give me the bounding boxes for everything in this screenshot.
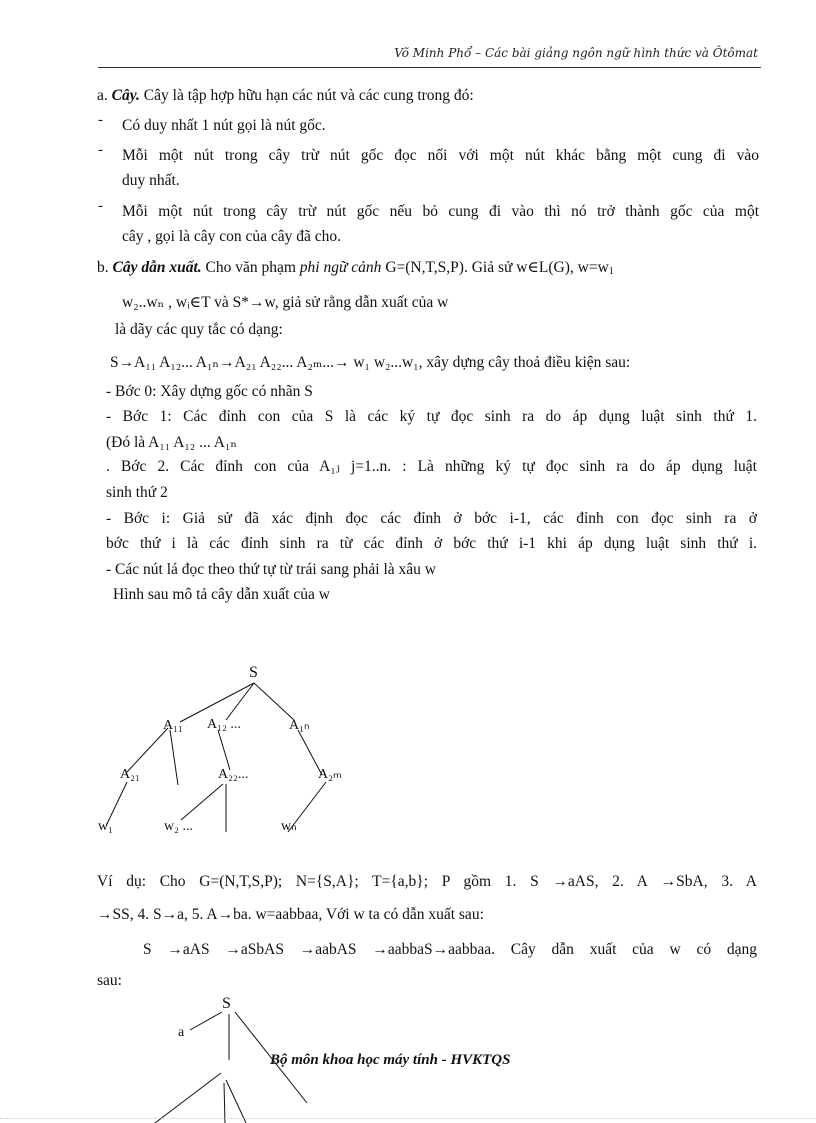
bullet-1: Có duy nhất 1 nút gọi là nút gốc. (122, 117, 326, 134)
header-rule (98, 67, 761, 68)
tree-edge (170, 730, 178, 785)
page-header: Võ Minh Phổ – Các bài giảng ngôn ngữ hình thức và Ôtômat (394, 46, 758, 60)
tree-edge (226, 683, 254, 720)
tree2-edge (224, 1083, 225, 1123)
grammar-type: phi ngữ cảnh (299, 259, 382, 276)
bullet-3-line1: Mỗi một nút trong cây trừ nút gốc nếu bỏ cung đi vào thì nó trở thành gốc của một (122, 203, 759, 220)
section-b-line2: w₂..wₙ , wᵢ∈T và S*→w, giả sử rằng dẫn xuất của w (122, 294, 449, 311)
section-a-term: Cây. (111, 87, 140, 104)
tree-leaf-w2: w₂ ... (164, 819, 193, 834)
tree2-node-root: S (222, 995, 231, 1012)
tree-edge (181, 784, 223, 820)
tree2-edge (155, 1073, 221, 1123)
tree-node-root: S (249, 664, 258, 681)
section-b-term: Cây dẫn xuất. (112, 259, 202, 276)
tree-leaf-wn: wₙ (281, 819, 297, 834)
tree-node-a1n: A₁ₙ (289, 718, 310, 733)
section-a-definition: Cây là tập hợp hữu hạn các nút và các cung trong đó: (143, 87, 474, 104)
tree-edge (127, 728, 168, 772)
section-b-heading (97, 258, 614, 282)
derivation-line: S→A₁₁ A₁₂... A₁ₙ→A₂₁ A₂₂... A₂ₘ...→ w₁ w₂...w₁, xây dựng cây thoả điều kiện sau: (110, 354, 631, 371)
figure-caption: Hình sau mô tả cây dẫn xuất của w (113, 586, 330, 603)
tree-node-a12: A₁₂ ... (207, 717, 241, 732)
example-line4: sau: (97, 972, 122, 989)
tree-edge (298, 730, 322, 775)
page-footer: Bộ môn khoa học máy tính - HVKTQS (270, 1052, 511, 1068)
step-2-line2: sinh thứ 2 (106, 484, 168, 501)
subscript-1: 1 (608, 266, 614, 277)
tree2-edge (226, 1080, 246, 1123)
bullet-dash: - (98, 198, 103, 214)
step-i-line1: - Bớc i: Giả sử đã xác định đọc các đỉnh ở bớc i-1, các đỉnh con đọc sinh ra ở (106, 510, 757, 527)
bullet-2-line1: Mỗi một nút trong cây trừ nút gốc đọc nối với một nút khác bằng một cung đi vào (122, 147, 759, 164)
step-2-line1: . Bớc 2. Các đỉnh con của A₁ⱼ j=1..n. : Là những ký tự đọc sinh ra do áp dụng luật (106, 458, 757, 475)
example-line2: →SS, 4. S→a, 5. A→ba. w=aabbaa, Với w ta có dẫn xuất sau: (97, 906, 484, 923)
section-b-label: b. (97, 259, 109, 276)
bullet-dash: - (98, 112, 103, 128)
section-b-line3: là dãy các quy tắc có dạng: (115, 321, 283, 338)
tree-edge (218, 730, 230, 770)
section-b-intro: Cho văn phạm (205, 259, 296, 276)
leaves-rule: - Các nút lá đọc theo thứ tự từ trái sang phải là xâu w (106, 561, 436, 578)
tree-node-a21: A₂₁ (120, 767, 140, 782)
section-b-line1-rest: G=(N,T,S,P). Giả sử w∈L(G), w=w (385, 259, 609, 276)
example-line3: S →aAS →aSbAS →aabAS →aabbaS→aabbaa. Cây dẫn xuất của w có dạng (143, 941, 757, 958)
tree-edge (254, 683, 294, 720)
section-a-label: a. (97, 87, 108, 104)
bullet-dash: - (98, 142, 103, 158)
step-1-line1: - Bớc 1: Các đỉnh con của S là các ký tự đọc sinh ra do áp dụng luật sinh thứ 1. (106, 408, 757, 425)
page-bottom-rule (0, 1118, 816, 1119)
step-0: - Bớc 0: Xây dựng gốc có nhãn S (106, 383, 313, 400)
tree-node-a11: A₁₁ (163, 718, 183, 733)
section-a-heading (97, 86, 474, 106)
tree-edge (180, 683, 254, 722)
step-1-line2: (Đó là A₁₁ A₁₂ ... A₁ₙ (106, 434, 238, 451)
tree2-edge (190, 1012, 222, 1030)
bullet-2-line2: duy nhất. (122, 172, 180, 189)
tree-node-a2m: A₂ₘ (318, 767, 342, 782)
tree-edge (288, 782, 326, 832)
tree-node-a22: A₂₂... (218, 767, 249, 782)
step-i-line2: bớc thứ i là các đỉnh sinh ra từ các đỉnh ở bớc thứ i-1 khi áp dụng luật sinh thứ i. (106, 535, 757, 552)
bullet-3-line2: cây , gọi là cây con của cây đã cho. (122, 228, 342, 245)
tree-leaf-w1: w₁ (98, 819, 113, 834)
tree-edge (106, 782, 127, 826)
example-line1: Ví dụ: Cho G=(N,T,S,P); N={S,A}; T={a,b}; P gồm 1. S →aAS, 2. A →SbA, 3. A (97, 873, 757, 890)
tree2-node-a: a (178, 1025, 185, 1040)
